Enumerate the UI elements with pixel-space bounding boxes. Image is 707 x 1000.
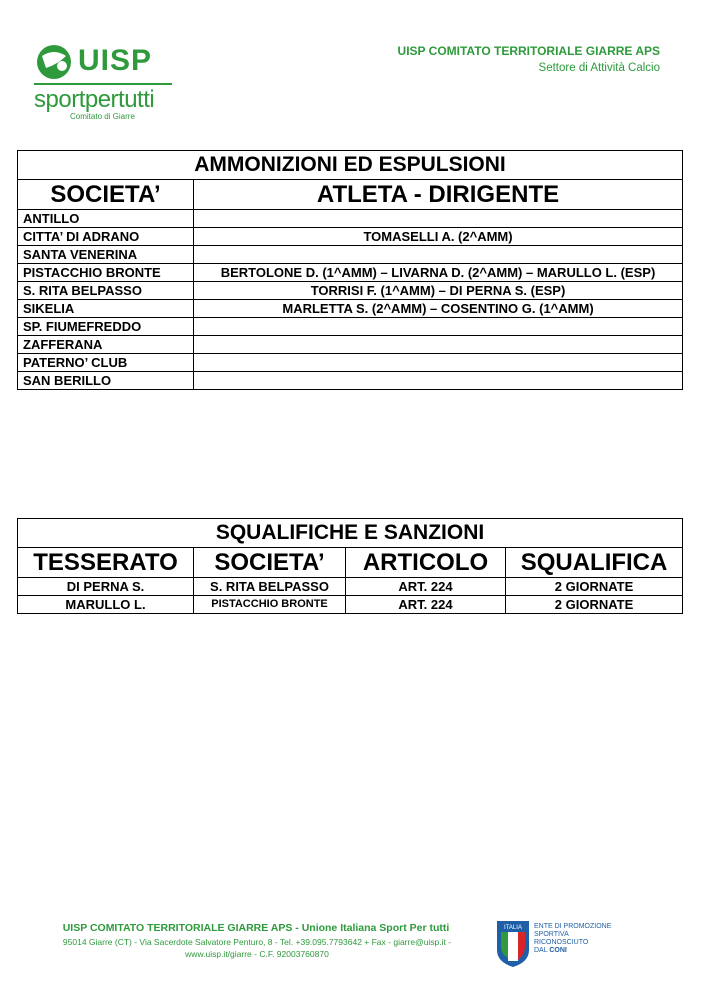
societa-cell: PATERNO’ CLUB: [18, 354, 194, 372]
column-header-articolo: ARTICOLO: [346, 548, 506, 578]
column-header-societa: SOCIETA’: [18, 180, 194, 210]
squalifica-cell: 2 GIORNATE: [506, 596, 683, 614]
logo-divider: [34, 83, 172, 85]
column-header-societa: SOCIETA’: [194, 548, 346, 578]
atleta-cell: MARLETTA S. (2^AMM) – COSENTINO G. (1^AMM): [194, 300, 683, 318]
table-row: [18, 264, 683, 282]
coni-line: RICONOSCIUTO: [534, 939, 589, 946]
societa-cell: S. RITA BELPASSO: [18, 282, 194, 300]
logo-tagline: sportpertutti: [34, 86, 155, 113]
table-row: [18, 354, 683, 372]
coni-badge: [496, 920, 616, 970]
uisp-logo: [32, 40, 182, 125]
societa-cell: S. RITA BELPASSO: [194, 578, 346, 596]
atleta-cell: [194, 336, 683, 354]
footer-org-line: UISP COMITATO TERRITORIALE GIARRE APS - Unione Italiana Sport Per tutti: [62, 922, 450, 934]
footer-address-line: 95014 Giarre (CT) - Via Sacerdote Salvatore Penturo, 8 - Tel. +39.095.7793642 + Fax - giarre@uisp.it - www.uisp.it/giarre - C.F. 92003760870: [62, 937, 452, 959]
coni-line: ENTE DI PROMOZIONE: [534, 923, 612, 930]
atleta-cell: [194, 210, 683, 228]
atleta-cell: [194, 372, 683, 390]
org-title: UISP COMITATO TERRITORIALE GIARRE APS: [397, 44, 660, 58]
atleta-cell: [194, 354, 683, 372]
logo-brand: UISP: [78, 44, 153, 77]
coni-name: CONI: [549, 947, 567, 954]
societa-cell: CITTA’ DI ADRANO: [18, 228, 194, 246]
column-header-squalifica: SQUALIFICA: [506, 548, 683, 578]
coni-text: [534, 923, 611, 955]
ammonizioni-table: [17, 150, 683, 390]
coni-label: ITALIA: [504, 925, 522, 931]
squalifiche-table: [17, 518, 683, 614]
articolo-cell: ART. 224: [346, 596, 506, 614]
societa-cell: SANTA VENERINA: [18, 246, 194, 264]
table-row: [18, 282, 683, 300]
societa-cell: ANTILLO: [18, 210, 194, 228]
atleta-cell: [194, 246, 683, 264]
table-row: [18, 300, 683, 318]
logo-committee: Comitato di Giarre: [70, 112, 135, 121]
atleta-cell: TORRISI F. (1^AMM) – DI PERNA S. (ESP): [194, 282, 683, 300]
italia-shield-icon: [496, 920, 530, 968]
table-row: [18, 596, 683, 614]
table-row: [18, 228, 683, 246]
societa-cell: PISTACCHIO BRONTE: [194, 596, 346, 614]
coni-line: SPORTIVA: [534, 931, 569, 938]
table-row: [18, 372, 683, 390]
tesserato-cell: MARULLO L.: [18, 596, 194, 614]
ammonizioni-title: AMMONIZIONI ED ESPULSIONI: [18, 151, 683, 180]
articolo-cell: ART. 224: [346, 578, 506, 596]
societa-cell: SAN BERILLO: [18, 372, 194, 390]
atleta-cell: BERTOLONE D. (1^AMM) – LIVARNA D. (2^AMM) – MARULLO L. (ESP): [194, 264, 683, 282]
squalifica-cell: 2 GIORNATE: [506, 578, 683, 596]
societa-cell: SP. FIUMEFREDDO: [18, 318, 194, 336]
table-row: [18, 318, 683, 336]
societa-cell: PISTACCHIO BRONTE: [18, 264, 194, 282]
table-row: [18, 578, 683, 596]
table-row: [18, 336, 683, 354]
societa-cell: ZAFFERANA: [18, 336, 194, 354]
table-row: [18, 246, 683, 264]
column-header-tesserato: TESSERATO: [18, 548, 194, 578]
squalifiche-title: SQUALIFICHE E SANZIONI: [18, 519, 683, 548]
societa-cell: SIKELIA: [18, 300, 194, 318]
uisp-ball-icon: [34, 42, 76, 82]
atleta-cell: [194, 318, 683, 336]
coni-dal: DAL: [534, 947, 548, 954]
column-header-atleta: ATLETA - DIRIGENTE: [194, 180, 683, 210]
table-row: [18, 210, 683, 228]
tesserato-cell: DI PERNA S.: [18, 578, 194, 596]
coni-line-last: [534, 947, 611, 955]
atleta-cell: TOMASELLI A. (2^AMM): [194, 228, 683, 246]
org-subtitle: Settore di Attività Calcio: [538, 62, 660, 74]
